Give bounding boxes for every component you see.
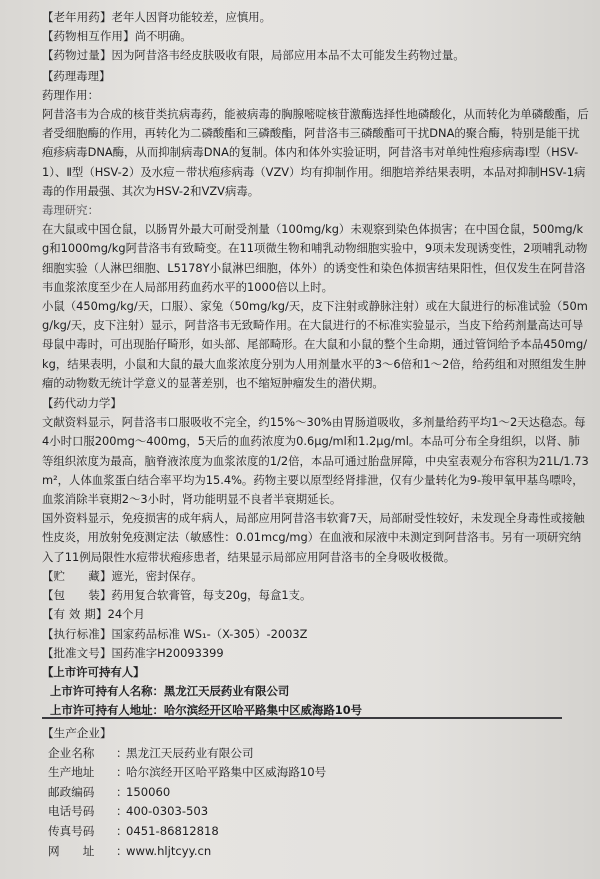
pharmacokinetics-paragraph-2: 国外资料显示，免疫损害的成年病人，局部应用阿昔洛韦软膏7天，局部耐受性较好，未发现全身毒性或接触性皮炎，用放射免疫测定法（敏感性：0.01mcg/mg）在血液和尿液中未测定到阿昔洛韦。另有一项研究纳入了11例局限性水痘带状疱疹患者，结果显示局部应用阿昔洛韦的全身吸收极微。 — [42, 511, 585, 564]
pharmacology-paragraph: 阿昔洛韦为合成的核苷类抗病毒药，能被病毒的胸腺嘧啶核苷激酶选择性地磷酸化，从而转化为单磷酸酯，后者受细胞酶的作用，再转化为二磷酸酯和三磷酸酯，阿昔洛韦三磷酸酯可干扰DNA的聚合酶，特别是能干扰疱疹病毒DNA酶，从而抑制病毒DNA的复制。体内和体外实验证明，阿昔洛韦对单纯性疱疹病毒Ⅰ型（HSV-1）、Ⅱ型（HSV-2）及水痘－带状疱疹病毒（VZV）均有抑制作用。细胞培养结果表明，本品对抑制HSV-1病毒的作用最强、其次为HSV-2和VZV病毒。 — [42, 107, 589, 198]
field-colon: ： — [116, 784, 128, 799]
manufacturer-field-label: 网 址 — [48, 843, 95, 858]
pharmacology-subtitle: 药理作用： — [42, 87, 99, 102]
pharmacokinetics-paragraph: 文献资料显示，阿昔洛韦口服吸收不完全，约15%～30%由胃肠道吸收，多剂量给药平均1～2天达稳态。每4小时口服200mg～400mg，5天后的血药浓度为0.6μg/ml和1.2μg/ml。本品可分布全身组织，以肾、肺等组织浓度为最高，脑脊液浓度为血浆浓度的1/2倍，本品可通过胎盘屏障，中央室表观分布容积为21L/1.73m²，人体血浆蛋白结合率平均为15.4%。药物主要以原型经肾排泄，仅有少量转化为9-羧甲氧甲基鸟嘌呤，血浆消除半衰期2～3小时，肾功能明显不良者半衰期延长。 — [42, 415, 589, 507]
manufacturer-field-label: 传真号码 — [48, 823, 95, 838]
mah-name-value: 黑龙江天辰药业有限公司 — [163, 684, 290, 699]
storage-section — [42, 567, 590, 586]
manufacturer-field-label: 邮政编码 — [48, 784, 95, 799]
manufacturer-row — [42, 822, 582, 842]
pharmacokinetics-title: 【药代动力学】 — [42, 396, 122, 411]
manufacturer-title: 【生产企业】 — [42, 726, 112, 740]
section-text: 24个月 — [107, 607, 145, 622]
field-colon: ： — [116, 765, 128, 780]
overdose-section — [42, 46, 590, 65]
validity-section — [42, 605, 590, 624]
section-label: 【包 装】 — [42, 588, 112, 603]
field-colon: ： — [116, 745, 128, 760]
mah-name-row — [42, 682, 590, 701]
leaflet-upper — [42, 8, 590, 721]
manufacturer-row — [42, 842, 582, 862]
package-section — [42, 586, 590, 605]
manufacturer-field-label: 企业名称 — [48, 745, 95, 760]
manufacturer-row — [42, 802, 582, 822]
field-colon: ： — [116, 823, 128, 838]
manufacturer-row — [42, 744, 582, 764]
toxicology-subtitle: 毒理研究： — [42, 203, 99, 218]
section-label: 【批准文号】 — [42, 645, 112, 660]
manufacturer-row — [42, 763, 582, 783]
section-label: 【药物过量】 — [42, 48, 112, 63]
approval-section — [42, 644, 590, 663]
section-text: 老年人因肾功能较差，应慎用。 — [111, 10, 272, 24]
section-text: 药用复合软膏管，每支20g，每盒1支。 — [111, 588, 312, 603]
mah-name-label: 上市许可持有人名称： — [50, 684, 164, 699]
manufacturer-field-value: 400-0303-503 — [126, 804, 209, 819]
toxicology-paragraph-2: 小鼠（450mg/kg/天，口服）、家兔（50mg/kg/天，皮下注射或静脉注射）或在大鼠进行的标准试验（50mg/kg/天，皮下注射）显示，阿昔洛韦无致畸作用。在大鼠进行的不标准实验显示，当皮下给药剂量高达可导母鼠中毒时，可出现胎仔畸形，如头部、尾部畸形。在大鼠和小鼠的整个生命期，通过管饲给予本品450mg/kg，结果表明，小鼠和大鼠的最大血浆浓度分别为人用剂量水平的3～6倍和1～2倍，给药组和对照组发生肿瘤的动物数无统计学意义的显著差别，也不缩短肿瘤发生的潜伏期。 — [42, 299, 588, 390]
mah-address-value: 哈尔滨经开区哈平路集中区威海路10号 — [163, 703, 363, 718]
manufacturer-row — [42, 783, 582, 803]
toxicology-paragraph: 在大鼠或中国仓鼠，以肠胃外最大可耐受剂量（100mg/kg）未观察到染色体损害；在中国仓鼠，500mg/kg和1000mg/kg阿昔洛韦有致畸变。在11项微生物和哺乳动物细胞实验中，9项未发现诱变性，2项哺乳动物细胞实验（人淋巴细胞、L5178Y小鼠淋巴细胞，体外）的诱变性和染色体损害结果阳性，但仅发生在阿昔洛韦血浆浓度至少在人局部用药血药水平的1000倍以上时。 — [42, 222, 588, 294]
field-colon: ： — [116, 804, 128, 819]
standard-section — [42, 625, 590, 644]
manufacturer-website-value: www.hljtcyy.cn — [126, 843, 212, 858]
manufacturer-field-value: 0451-86812818 — [126, 823, 219, 838]
section-text: 因为阿昔洛韦经皮肤吸收有限，局部应用本品不太可能发生药物过量。 — [111, 48, 465, 63]
mah-title: 【上市许可持有人】 — [42, 664, 145, 679]
section-label: 【执行标准】 — [42, 626, 112, 641]
section-text: 尚不明确。 — [134, 29, 192, 44]
section-label: 【有 效 期】 — [42, 607, 108, 622]
interaction-section — [42, 27, 590, 46]
mah-address-label: 上市许可持有人地址： — [50, 703, 164, 718]
section-label: 【贮 藏】 — [42, 568, 112, 583]
section-text: 国药准字H20093399 — [111, 645, 224, 660]
manufacturer-field-value: 150060 — [126, 784, 171, 799]
section-label: 【老年用药】 — [42, 10, 112, 24]
manufacturer-section — [42, 724, 582, 861]
manufacturer-field-label: 生产地址 — [48, 765, 95, 780]
elderly-use-section — [42, 8, 590, 27]
manufacturer-field-label: 电话号码 — [48, 804, 95, 819]
field-colon: ： — [116, 843, 128, 858]
section-label: 【药物相互作用】 — [42, 29, 135, 44]
section-divider — [42, 717, 562, 719]
manufacturer-field-value: 黑龙江天辰药业有限公司 — [126, 745, 254, 760]
section-text: 遮光，密封保存。 — [111, 568, 203, 583]
pharmacology-title: 【药理毒理】 — [42, 68, 111, 83]
section-text: 国家药品标准 WS₁-（X-305）-2003Z — [111, 626, 308, 641]
manufacturer-field-value: 哈尔滨经开区哈平路集中区威海路10号 — [126, 765, 327, 780]
